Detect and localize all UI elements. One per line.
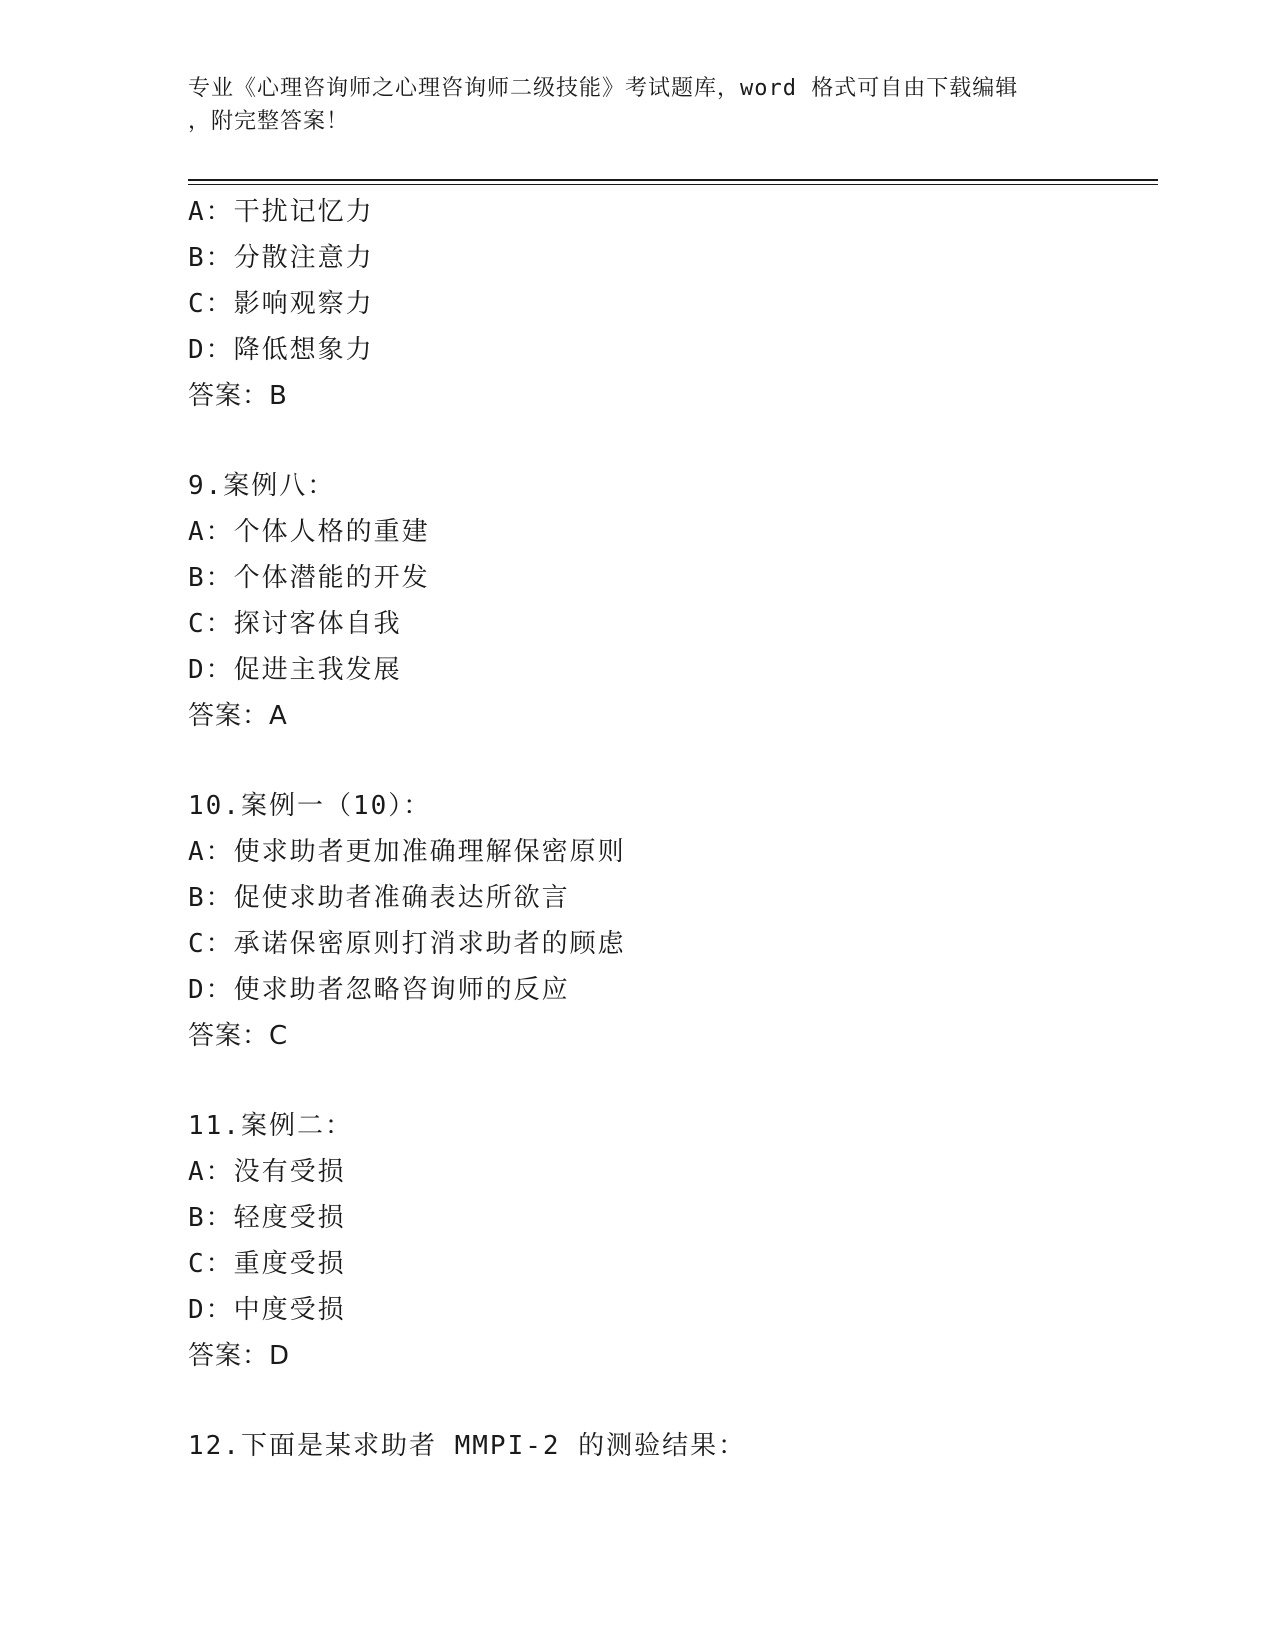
question-12 (188, 1423, 1158, 1469)
header-line-1: 专业《心理咨询师之心理咨询师二级技能》考试题库，word 格式可自由下载编辑 (188, 76, 1019, 101)
option-b: B：轻度受损 (188, 1203, 346, 1233)
option-a: A：使求助者更加准确理解保密原则 (188, 837, 626, 867)
question-9 (188, 463, 1158, 739)
question-stem: 9.案例八： (188, 471, 336, 501)
document-header (188, 72, 1088, 138)
question-stem: 12.下面是某求助者 MMPI-2 的测验结果： (188, 1431, 747, 1461)
option-b: B：个体潜能的开发 (188, 563, 430, 593)
option-d: D：使求助者忽略咨询师的反应 (188, 975, 570, 1005)
option-b: B：促使求助者准确表达所欲言 (188, 883, 570, 913)
question-stem: 11.案例二： (188, 1111, 353, 1141)
question-11 (188, 1103, 1158, 1379)
question-list (188, 189, 1158, 1469)
option-c: C：影响观察力 (188, 289, 374, 319)
header-line-2: ，附完整答案！ (188, 109, 350, 134)
option-d: D：促进主我发展 (188, 655, 402, 685)
option-d: D：中度受损 (188, 1295, 346, 1325)
header-divider-thin (188, 184, 1158, 185)
answer-line: 答案：D (188, 1341, 291, 1371)
option-c: C：探讨客体自我 (188, 609, 402, 639)
question-8-partial (188, 189, 1158, 419)
option-a: A：没有受损 (188, 1157, 346, 1187)
option-c: C：承诺保密原则打消求助者的顾虑 (188, 929, 626, 959)
answer-line: 答案：A (188, 701, 288, 731)
answer-line: 答案：B (188, 381, 288, 411)
question-stem: 10.案例一（10）： (188, 791, 432, 821)
header-divider-thick (188, 179, 1158, 181)
answer-line: 答案：C (188, 1021, 289, 1051)
option-a: A：个体人格的重建 (188, 517, 430, 547)
option-c: C：重度受损 (188, 1249, 346, 1279)
option-a: A：干扰记忆力 (188, 197, 374, 227)
question-10 (188, 783, 1158, 1059)
option-d: D：降低想象力 (188, 335, 374, 365)
option-b: B：分散注意力 (188, 243, 374, 273)
